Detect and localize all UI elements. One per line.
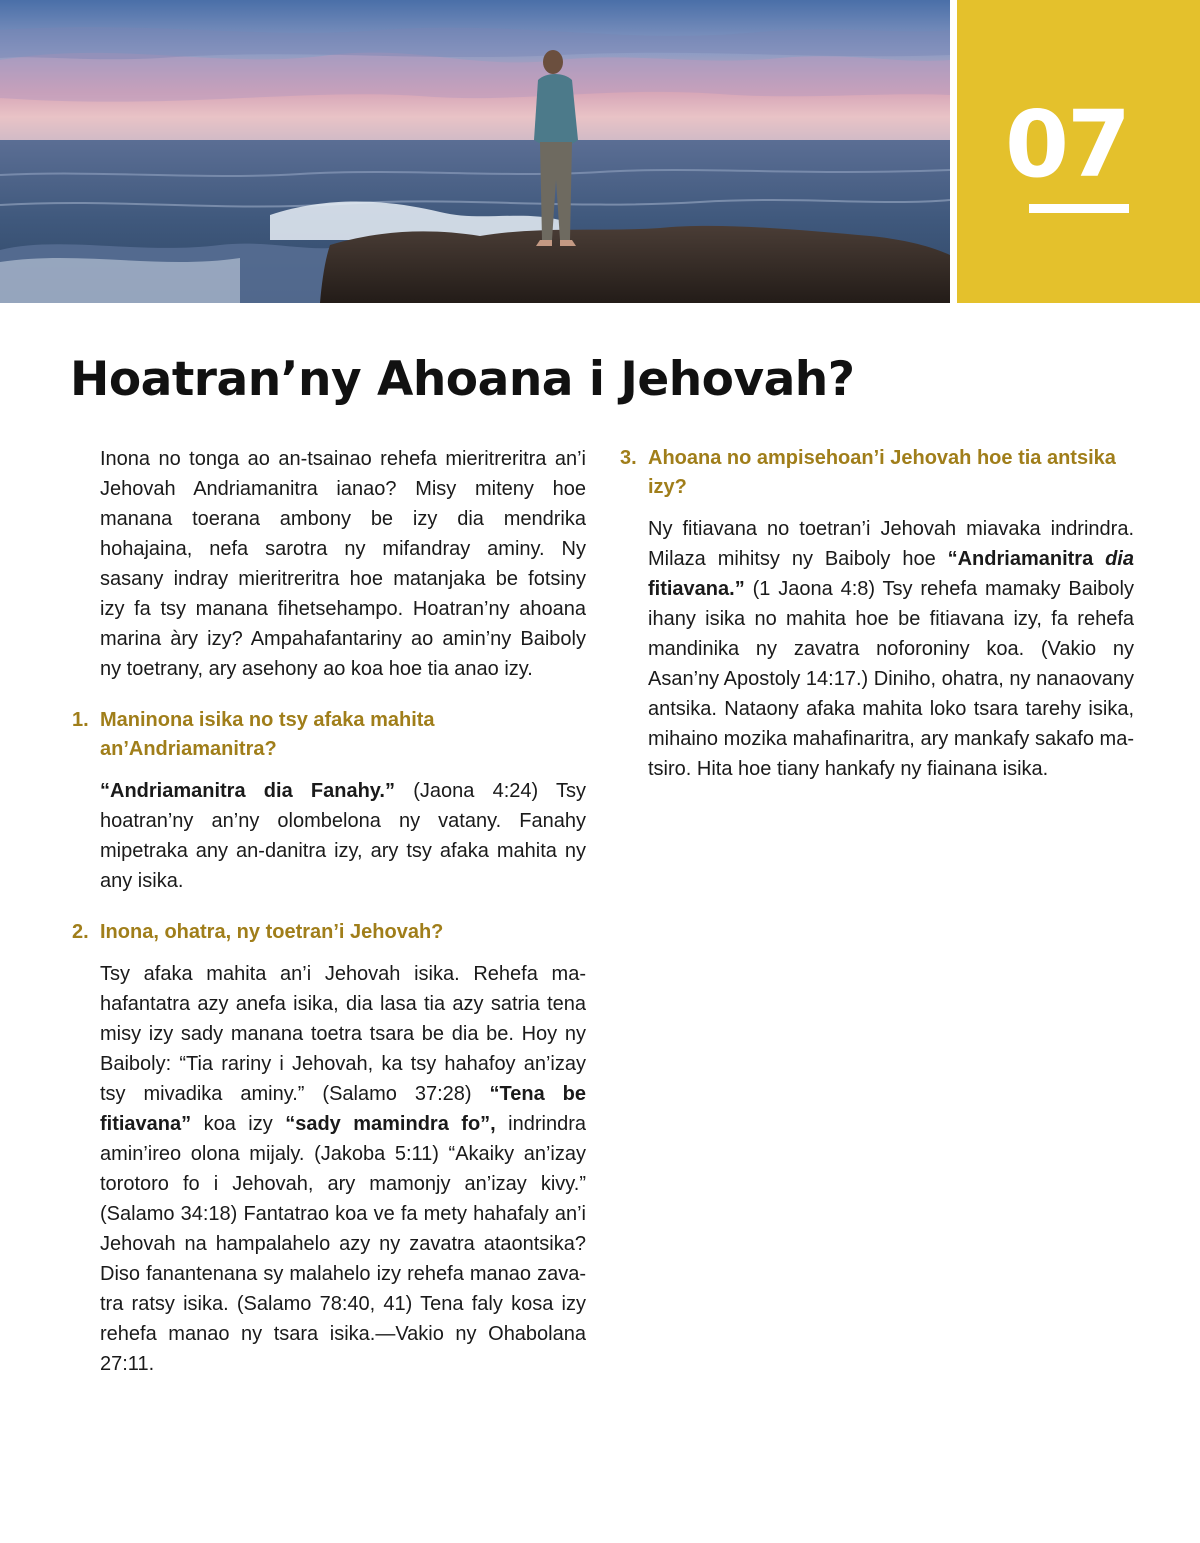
answer-text: (Jaona 4:24) Tsy hoatran’ny an’ny olombelona ny vatany. Fanahy mipetraka any an-danitra izy, ary tsy afaka mahita ny any isika. — [100, 780, 587, 892]
answer-paragraph-2 — [72, 959, 586, 1379]
hero-photo — [0, 0, 950, 303]
question-number: 2. — [72, 921, 89, 943]
answer-paragraph-3 — [620, 514, 1134, 784]
answer-text: indrindra amin’ireo olona mijaly. (Jakoba 5:11) “Akaiky an’izay torotoro fo i Jehovah, ary mamonjy an’izay kivy.” (Salamo 34:18) Fantatrao koa ve fa mety hahafaly an’i Jehovah na hampalahelo azy ny zavatra ataontsika? Diso fanantenana sy malahelo izy rehefa manao zavatra ratsy isika. (Salamo 78:40, 41) Tena faly kosa izy rehefa manao ny tsara isika.—Vakio ny Ohabolana 27:11. — [100, 1113, 586, 1375]
quote-bold: “Andriamanitra dia Fanahy.” — [100, 780, 395, 802]
quote-bold: “Andriamanitra — [947, 548, 1106, 570]
page-title: Hoatran’ny Ahoana i Jehovah? — [70, 352, 855, 407]
question-text: Ahoana no ampisehoan’i Jehovah hoe tia antsika izy? — [648, 447, 1116, 498]
answer-text: (1 Jaona 4:8) Tsy rehefa mamaky Baiboly ihany isika no mahita hoe be fitiavana izy, fa rehefa mandinika ny zavatra noforoniny koa. (Vakio ny Asan’ny Apostoly 14:17.) Diniho, ohatra, ny nanaovany antsika. Nataony afaka mahita loko tsara tarehy isika, mihaino mozika mahafinaritra, ary mankafy sakafo matsiro. Hita hoe tiany hankafy ny fiainana isika. — [648, 578, 1134, 780]
answer-paragraph-1 — [72, 776, 586, 896]
chapter-number: 07 — [1004, 91, 1130, 198]
answer-text: Tsy afaka mahita an’i Jehovah isika. Rehefa mahafantatra azy anefa isika, dia lasa tia azy satria tena misy izy sady manana toetra tsara be dia be. Hoy ny Baiboly: “Tia rariny i Jehovah, ka tsy hahafoy an’izay tsy mivadika aminy.” (Salamo 37:28) — [100, 963, 586, 1105]
answer-text: Ny fitiavana no toetran’i Jehovah miavaka indrindra. Milaza mihitsy ny Baiboly hoe — [648, 518, 1134, 570]
chapter-underline — [1029, 204, 1129, 213]
question-heading-3 — [620, 444, 1134, 502]
question-heading-2 — [72, 918, 586, 947]
seaside-photo — [0, 0, 950, 303]
question-heading-1 — [72, 706, 586, 764]
question-text: Maninona isika no tsy afaka mahita an’Andriamanitra? — [100, 709, 435, 760]
quote-bold: “Tena be fitiavana” — [100, 1083, 586, 1135]
quote-bold: fitiavana.” — [648, 578, 745, 600]
quote-bold-italic: dia — [1105, 548, 1134, 570]
question-number: 3. — [620, 447, 637, 469]
quote-bold: “sady mamindra fo”, — [285, 1113, 496, 1135]
article-body — [72, 444, 1134, 1444]
question-number: 1. — [72, 709, 89, 731]
answer-text: koa izy — [191, 1113, 286, 1135]
intro-paragraph: Inona no tonga ao an-tsainao rehefa mieritreritra an’i Jehovah Andriamanitra ianao? Misy miteny hoe manana toerana ambony be izy dia mendrika hohajaina, nefa sarotra ny mifandray aminy. Ny sasany indray mieritreritra hoe matanjaka be fotsiny izy fa tsy manana fihetsehampo. Hoatran’ny ahoana marina àry izy? Ampahafantariny ao amin’ny Baiboly ny toetrany, ary asehony ao koa hoe tia anao izy. — [100, 448, 586, 680]
chapter-badge — [957, 0, 1200, 303]
question-text: Inona, ohatra, ny toetran’i Jehovah? — [100, 921, 444, 943]
